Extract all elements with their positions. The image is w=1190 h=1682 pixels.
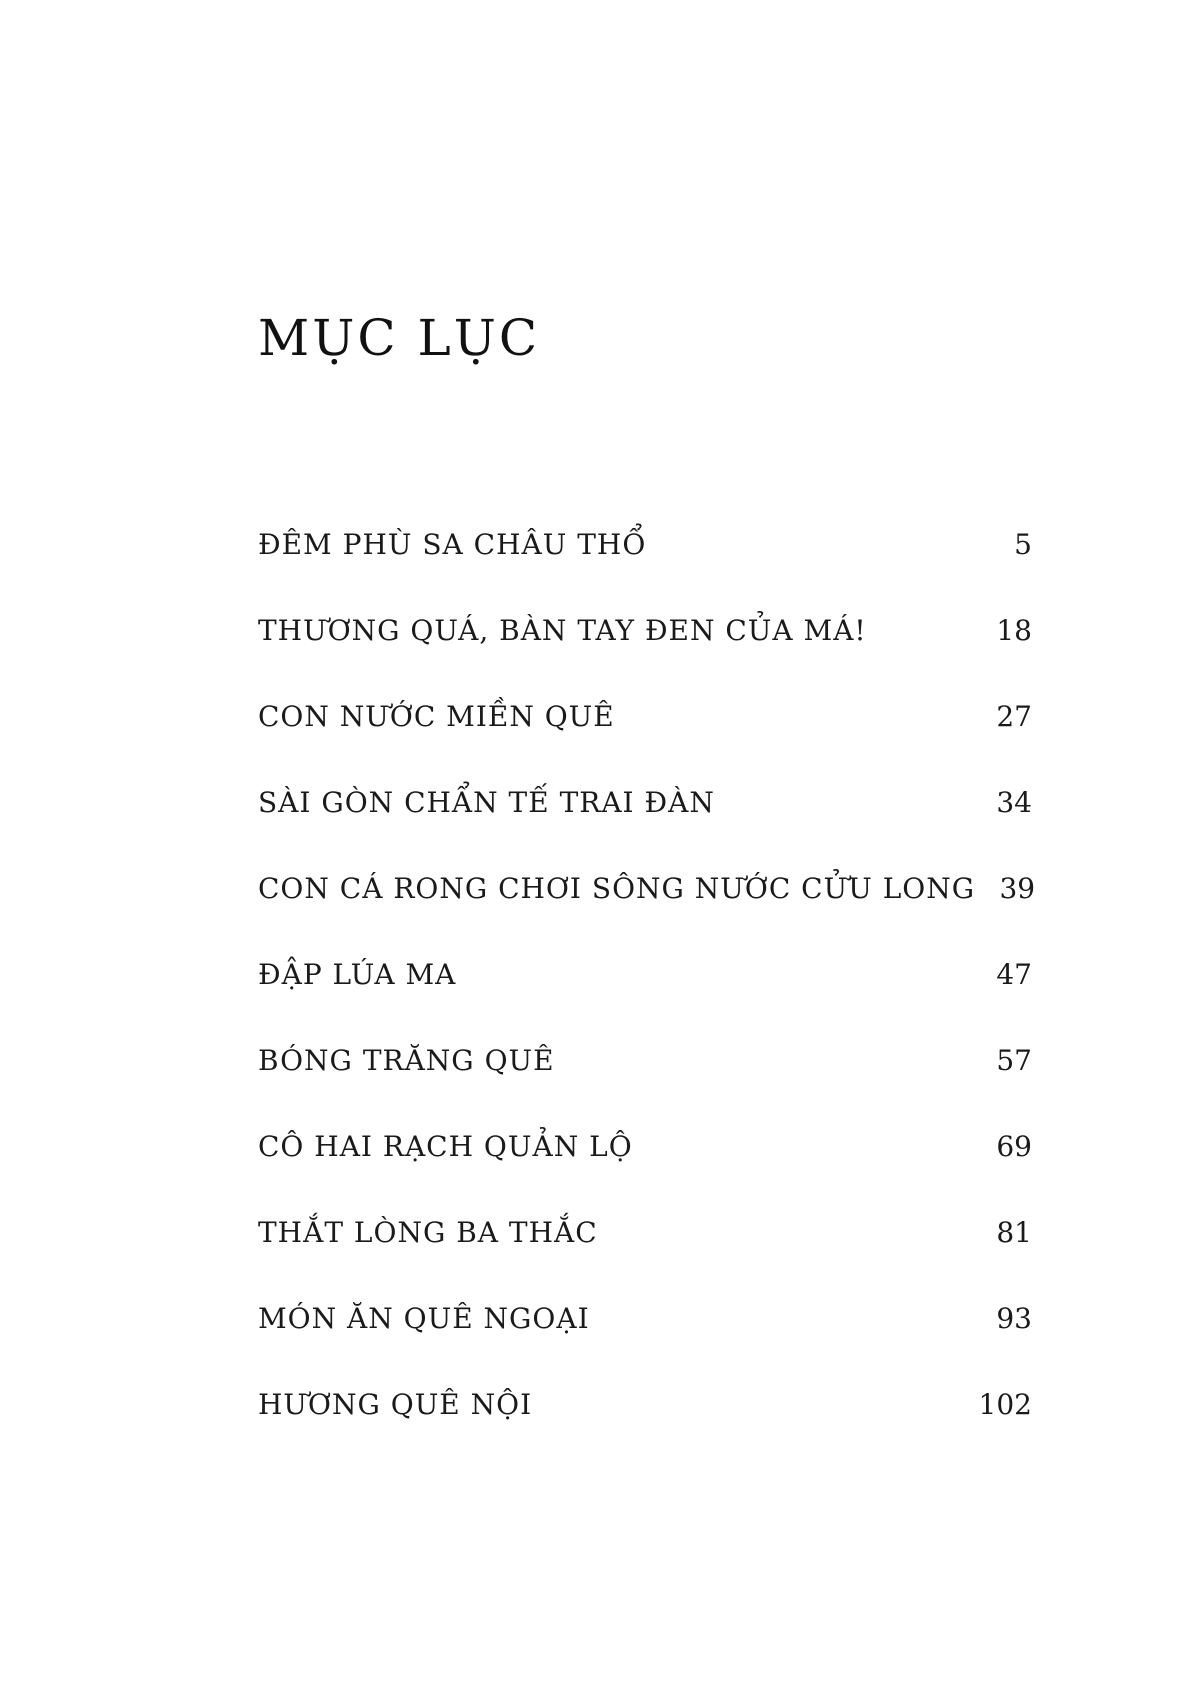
toc-entry[interactable] [258, 957, 1032, 1043]
toc-entry-page: 57 [996, 1044, 1032, 1077]
toc-entry[interactable] [258, 613, 1032, 699]
toc-entry-title: CÔ HAI RẠCH QUẢN LỘ [258, 1130, 633, 1163]
toc-entry[interactable] [258, 699, 1032, 785]
toc-entry-page: 81 [996, 1216, 1032, 1249]
toc-entry-title: ĐẬP LÚA MA [258, 958, 457, 991]
toc-entry-title: SÀI GÒN CHẨN TẾ TRAI ĐÀN [258, 786, 715, 819]
table-of-contents [258, 527, 1036, 1473]
toc-entry[interactable] [258, 1043, 1032, 1129]
toc-entry-page: 102 [978, 1388, 1032, 1421]
toc-entry[interactable] [258, 785, 1032, 871]
toc-entry[interactable] [258, 1215, 1032, 1301]
page-title: MỤC LỤC [258, 309, 541, 367]
toc-entry-page: 27 [996, 700, 1032, 733]
toc-entry-title: CON CÁ RONG CHƠI SÔNG NƯỚC CỬU LONG [258, 872, 976, 905]
toc-entry-title: CON NƯỚC MIỀN QUÊ [258, 700, 615, 733]
toc-entry-title: THẮT LÒNG BA THẮC [258, 1216, 598, 1249]
toc-entry[interactable] [258, 871, 1036, 957]
toc-entry[interactable] [258, 1387, 1032, 1473]
toc-entry-page: 69 [996, 1130, 1032, 1163]
toc-entry-title: MÓN ĂN QUÊ NGOẠI [258, 1302, 590, 1335]
toc-entry-page: 34 [996, 786, 1032, 819]
toc-entry-page: 47 [996, 958, 1032, 991]
toc-entry-page: 18 [996, 614, 1032, 647]
toc-entry[interactable] [258, 527, 1032, 613]
toc-entry-title: BÓNG TRĂNG QUÊ [258, 1044, 555, 1077]
toc-entry-title: THƯƠNG QUÁ, BÀN TAY ĐEN CỦA MÁ! [258, 614, 867, 647]
toc-entry[interactable] [258, 1129, 1032, 1215]
toc-entry-page: 39 [999, 872, 1036, 905]
toc-entry-page: 5 [1014, 528, 1032, 561]
toc-entry-page: 93 [996, 1302, 1032, 1335]
toc-entry-title: ĐÊM PHÙ SA CHÂU THỔ [258, 528, 647, 561]
toc-entry[interactable] [258, 1301, 1032, 1387]
toc-entry-title: HƯƠNG QUÊ NỘI [258, 1388, 533, 1421]
